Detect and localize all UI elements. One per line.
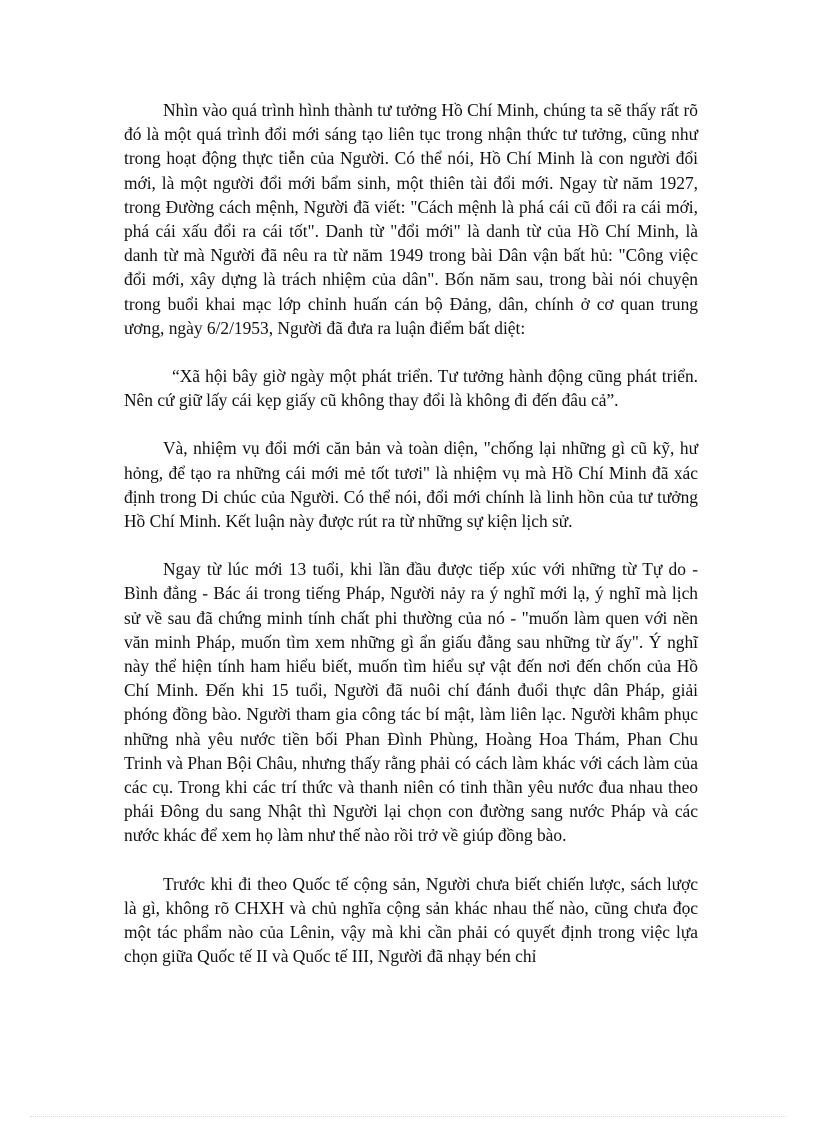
paragraph-intro: Nhìn vào quá trình hình thành tư tưởng Hồ Chí Minh, chúng ta sẽ thấy rất rõ đó là một quá trình đổi mới sáng tạo liên tục trong nhận thức tư tưởng, cũng như trong hoạt động thực tiễn của Người. Có thể nói, Hồ Chí Minh là con người đổi mới, là một người đổi mới bẩm sinh, một thiên tài đổi mới. Ngay từ năm 1927, trong Đường cách mệnh, Người đã viết: "Cách mệnh là phá cái cũ đổi ra cái mới, phá cái xấu đổi ra cái tốt". Danh từ "đổi mới" là danh từ của Hồ Chí Minh, là danh từ mà Người đã nêu ra từ năm 1949 trong bài Dân vận bất hủ: "Công việc đổi mới, xây dựng là trách nhiệm của dân". Bốn năm sau, trong bài nói chuyện trong buổi khai mạc lớp chỉnh huấn cán bộ Đảng, dân, chính ở cơ quan trung ương, ngày 6/2/1953, Người đã đưa ra luận điểm bất diệt: bbox=[124, 100, 698, 338]
page-bottom-divider bbox=[30, 1116, 786, 1117]
paragraph-comintern: Trước khi đi theo Quốc tế cộng sản, Người chưa biết chiến lược, sách lược là gì, không rõ CHXH và chủ nghĩa cộng sản khác nhau thế nào, cũng chưa đọc một tác phẩm nào của Lênin, vậy mà khi cần phải có quyết định trong việc lựa chọn giữa Quốc tế II và Quốc tế III, Người đã nhạy bén chỉ bbox=[124, 873, 698, 967]
paragraph-renewal-task: Và, nhiệm vụ đổi mới căn bản và toàn diện, "chống lại những gì cũ kỹ, hư hỏng, để tạo ra những cái mới mẻ tốt tươi" là nhiệm vụ mà Hồ Chí Minh đã xác định trong Di chúc của Người. Có thể nói, đổi mới chính là linh hồn của tư tưởng Hồ Chí Minh. Kết luận này được rút ra từ những sự kiện lịch sử. bbox=[124, 438, 698, 532]
paragraph-quote: “Xã hội bây giờ ngày một phát triển. Tư tưởng hành động cũng phát triển. Nên cứ giữ lấy cái kẹp giấy cũ không thay đổi là không đi đến đâu cả”. bbox=[124, 366, 698, 411]
document-body bbox=[124, 98, 698, 969]
paragraph-early-life: Ngay từ lúc mới 13 tuổi, khi lần đầu được tiếp xúc với những từ Tự do - Bình đẳng - Bác ái trong tiếng Pháp, Người nảy ra ý nghĩ mới lạ, ý nghĩ mà lịch sử về sau đã chứng minh tính chất phi thường của nó - "muốn làm quen với nền văn minh Pháp, muốn tìm xem những gì ẩn giấu đằng sau những từ ấy". Ý nghĩ này thể hiện tính ham hiểu biết, muốn tìm hiểu sự vật đến nơi đến chốn của Hồ Chí Minh. Đến khi 15 tuổi, Người đã nuôi chí đánh đuổi thực dân Pháp, giải phóng đồng bào. Người tham gia công tác bí mật, làm liên lạc. Người khâm phục những nhà yêu nước tiền bối Phan Đình Phùng, Hoàng Hoa Thám, Phan Chu Trinh và Phan Bội Châu, nhưng thấy rằng phải có cách làm khác với cách làm của các cụ. Trong khi các trí thức và thanh niên có tinh thần yêu nước đua nhau theo phái Đông du sang Nhật thì Người lại chọn con đường sang nước Pháp và các nước khác để xem họ làm như thế nào rồi trở về giúp đồng bào. bbox=[124, 559, 698, 846]
